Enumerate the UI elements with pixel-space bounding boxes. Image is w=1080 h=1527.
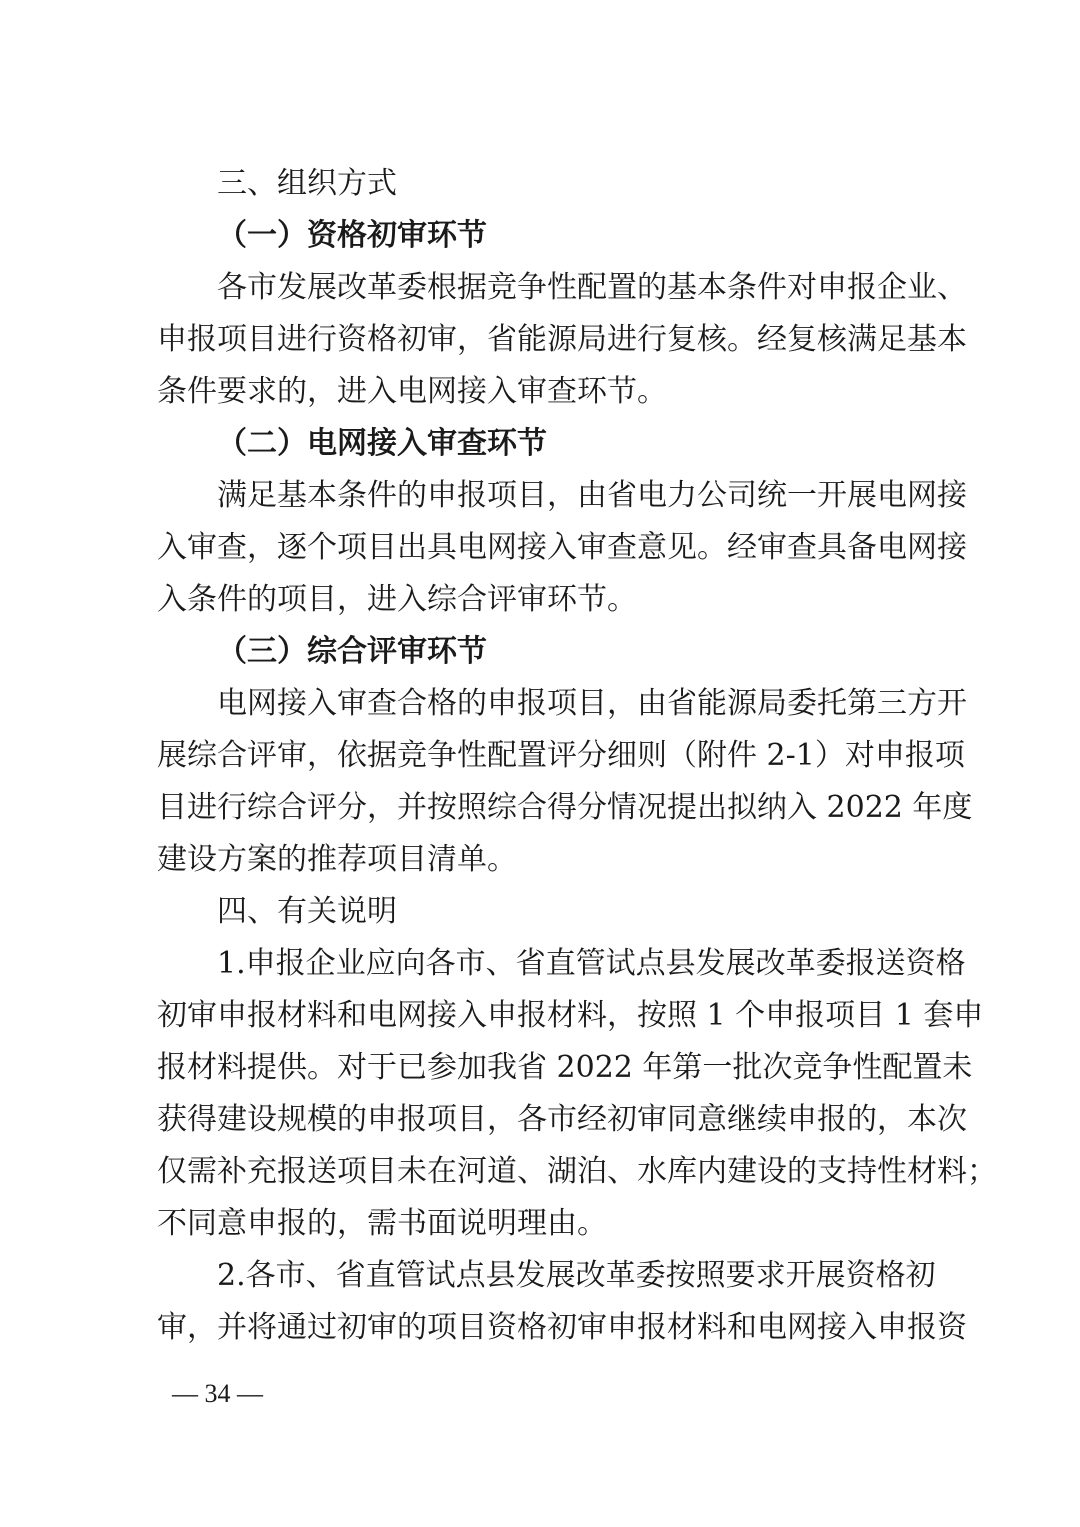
paragraph-line: 建设方案的推荐项目清单。 [157, 842, 517, 877]
paragraph-line: 入审查，逐个项目出具电网接入审查意见。经审查具备电网接 [157, 530, 967, 565]
paragraph-line: 仅需补充报送项目未在河道、湖泊、水库内建设的支持性材料； [157, 1154, 997, 1189]
paragraph-line: 电网接入审查合格的申报项目，由省能源局委托第三方开 [217, 686, 967, 721]
subsection-heading-qualification-review: （一）资格初审环节 [217, 218, 487, 253]
paragraph-line: 2.各市、省直管试点县发展改革委按照要求开展资格初 [217, 1258, 936, 1293]
paragraph-line: 1.申报企业应向各市、省直管试点县发展改革委报送资格 [217, 946, 966, 981]
paragraph-line: 满足基本条件的申报项目，由省电力公司统一开展电网接 [217, 478, 967, 513]
paragraph-line: 获得建设规模的申报项目，各市经初审同意继续申报的，本次 [157, 1102, 967, 1137]
paragraph-line: 不同意申报的，需书面说明理由。 [157, 1206, 607, 1241]
subsection-heading-comprehensive-review: （三）综合评审环节 [217, 634, 487, 669]
paragraph-line: 目进行综合评分，并按照综合得分情况提出拟纳入 2022 年度 [157, 790, 973, 825]
subsection-heading-grid-access-review: （二）电网接入审查环节 [217, 426, 547, 461]
section-heading-organization: 三、组织方式 [217, 166, 397, 201]
paragraph-line: 审，并将通过初审的项目资格初审申报材料和电网接入申报资 [157, 1310, 967, 1345]
paragraph-line: 展综合评审，依据竞争性配置评分细则（附件 2-1）对申报项 [157, 738, 965, 773]
paragraph-line: 初审申报材料和电网接入申报材料，按照 1 个申报项目 1 套申 [157, 998, 984, 1033]
page-number: — 34 — [172, 1379, 263, 1408]
paragraph-line: 各市发展改革委根据竞争性配置的基本条件对申报企业、 [217, 270, 967, 305]
paragraph-line: 申报项目进行资格初审，省能源局进行复核。经复核满足基本 [157, 322, 967, 357]
paragraph-line: 入条件的项目，进入综合评审环节。 [157, 582, 637, 617]
paragraph-line: 报材料提供。对于已参加我省 2022 年第一批次竞争性配置未 [157, 1050, 973, 1085]
section-heading-notes: 四、有关说明 [217, 894, 397, 929]
paragraph-line: 条件要求的，进入电网接入审查环节。 [157, 374, 667, 409]
page-body [157, 158, 997, 1354]
